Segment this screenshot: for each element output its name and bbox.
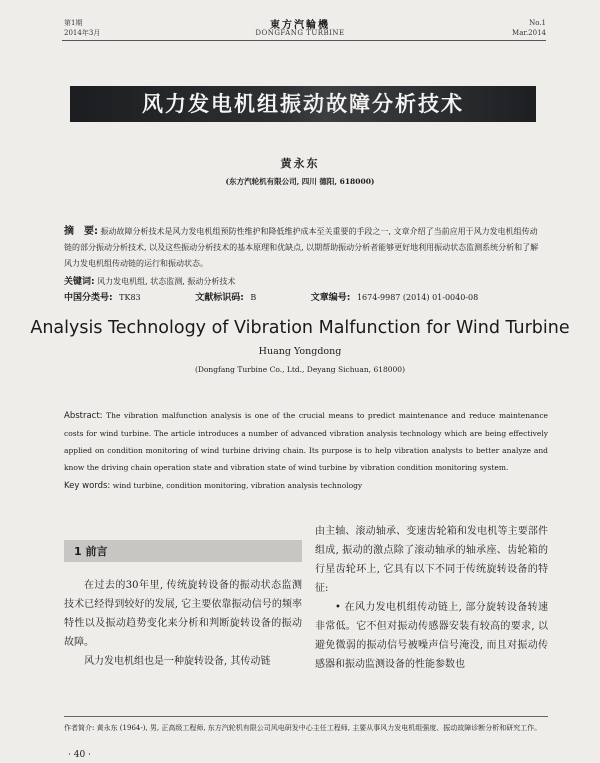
affiliation-zh: (东方汽轮机有限公司, 四川 德阳, 618000) — [225, 177, 375, 186]
header-journal-en: DONGFANG TURBINE — [255, 29, 345, 37]
abstract-zh — [64, 224, 544, 272]
title-en: Analysis Technology of Vibration Malfunction for Wind Turbine — [30, 318, 570, 338]
abstract-en-text: The vibration malfunction analysis is one of the crucial means to predict maintenance and reduce maintenance costs for wind turbine. The article introduces a number of advanced vibration analysis technology which are being effectively applied on condition monitoring of wind turbine driving chain. Its purpose is to help vibration analysts to better analyze and know the driving chain operation state and vibration state of wind turbine by vibration condition monitoring system. — [64, 411, 548, 472]
paragraph: • 在风力发电机组传动链上, 部分旋转设备转速非常低。它不但对振动传感器安装有较高的要求, 以避免微弱的振动信号被噪声信号淹没, 而且对振动传感器和振动监测设备的性能参数也 — [315, 602, 548, 670]
paragraph: 在过去的30年里, 传统旋转设备的振动状态监测技术已经得到较好的发展, 它主要依靠振动信号的频率特性以及振动趋势变化来分析和判断旋转设备的振动故障。 — [64, 580, 302, 648]
header-date-zh: 2014年3月 — [64, 29, 101, 37]
doc-code-label: 文献标识码: — [195, 293, 244, 303]
clc-value: TK83 — [119, 293, 141, 302]
doc-code-value: B — [250, 293, 257, 302]
right-column — [315, 522, 548, 674]
header-issue-zh: 第1期 — [64, 19, 83, 27]
abstract-en — [64, 407, 548, 476]
keywords-zh — [64, 275, 544, 289]
clc-label: 中国分类号: — [64, 293, 113, 303]
author-en: Huang Yongdong — [258, 346, 342, 357]
header-date-en: Mar.2014 — [512, 29, 546, 37]
left-column — [64, 576, 302, 671]
page-title: 风力发电机组振动故障分析技术 — [70, 86, 536, 122]
paragraph: 风力发电机组也是一种旋转设备, 其传动链 — [84, 656, 271, 667]
paragraph: 由主轴、滚动轴承、变速齿轮箱和发电机等主要部件组成, 振动的激点除了滚动轴承的轴承座、齿轮箱的行星齿轮环上, 它具有以下不同于传统旋转设备的特征: — [315, 526, 548, 594]
keywords-en-label: Key words: — [64, 481, 111, 491]
header-issue-en: No.1 — [529, 19, 546, 27]
article-no-label: 文章编号: — [310, 293, 351, 303]
abstract-zh-label: 摘 要: — [64, 226, 98, 237]
classification-row — [64, 291, 548, 305]
keywords-zh-label: 关键词: — [64, 277, 95, 287]
section-heading: 1 前言 — [74, 545, 108, 558]
header-rule — [62, 40, 546, 41]
header-journal-zh: 東方汽輪機 — [270, 20, 330, 31]
article-no-value: 1674-9987 (2014) 01-0040-08 — [356, 293, 479, 302]
abstract-en-label: Abstract: — [64, 411, 103, 421]
page-number: · 40 · — [68, 750, 91, 760]
abstract-zh-text: 振动故障分析技术是风力发电机组预防性维护和降低维护成本至关重要的手段之一, 文章介绍了当前应用于风力发电机组传动链的部分振动分析技术, 以及这些振动分析技术的基本原理和优缺点, 以期帮助振动分析者能够更好地利用振动状态监测系统分析和了解风力发电机组传动链的运行和振动状态。 — [64, 227, 539, 268]
keywords-zh-text: 风力发电机组, 状态监测, 振动分析技术 — [97, 277, 236, 286]
keywords-en-text: wind turbine, condition monitoring, vibration analysis technology — [112, 481, 363, 490]
affiliation-en: (Dongfang Turbine Co., Ltd., Deyang Sichuan, 618000) — [194, 365, 406, 374]
author-zh: 黄永东 — [280, 157, 320, 170]
keywords-en — [64, 480, 548, 492]
footnote-rule — [64, 716, 548, 717]
author-footnote: 作者简介: 黄永东 (1964-), 男, 正高级工程师, 东方汽轮机有限公司风电研发中心主任工程师, 主要从事风力发电机组强度、振动故障诊断分析和研究工作。 — [64, 724, 542, 732]
section-heading-box — [64, 540, 302, 562]
